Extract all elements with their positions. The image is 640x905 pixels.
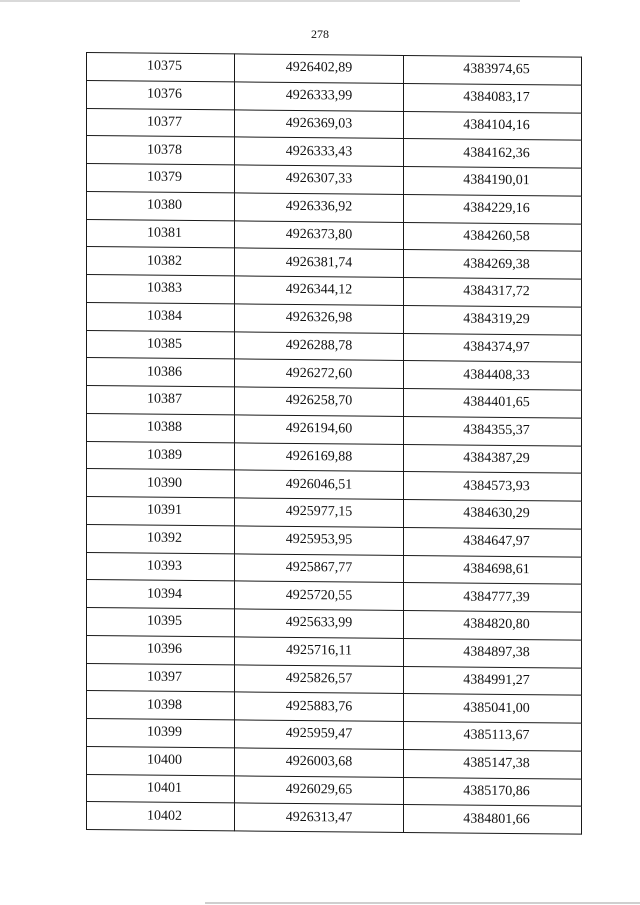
y-coordinate-cell bbox=[404, 444, 582, 473]
point-number-value: 10393 bbox=[147, 558, 182, 574]
point-number-value: 10390 bbox=[147, 475, 182, 491]
point-number-cell bbox=[87, 497, 235, 526]
point-number-cell bbox=[87, 552, 235, 581]
point-number-cell bbox=[87, 774, 235, 803]
y-coordinate-value: 4384229,16 bbox=[463, 200, 530, 217]
point-number-value: 10396 bbox=[147, 641, 182, 658]
x-coordinate-cell bbox=[235, 470, 404, 499]
point-number-value: 10388 bbox=[147, 419, 182, 436]
y-coordinate-value: 4384698,61 bbox=[463, 561, 530, 578]
y-coordinate-value: 4384801,66 bbox=[463, 811, 530, 827]
x-coordinate-value: 4926307,33 bbox=[285, 171, 353, 187]
y-coordinate-cell bbox=[404, 416, 582, 445]
x-coordinate-value: 4926003,68 bbox=[285, 754, 353, 770]
y-coordinate-value: 4384260,58 bbox=[463, 228, 530, 245]
y-coordinate-value: 4384104,16 bbox=[463, 117, 530, 134]
x-coordinate-cell bbox=[235, 775, 404, 804]
x-coordinate-value: 4926194,60 bbox=[285, 421, 353, 437]
y-coordinate-cell bbox=[404, 305, 582, 334]
point-number-cell bbox=[87, 524, 235, 553]
point-number-value: 10376 bbox=[147, 86, 182, 103]
x-coordinate-value: 4926381,74 bbox=[285, 254, 353, 271]
x-coordinate-value: 4926336,92 bbox=[285, 199, 353, 215]
x-coordinate-cell bbox=[235, 304, 404, 333]
x-coordinate-value: 4925953,95 bbox=[285, 532, 353, 548]
point-number-value: 10382 bbox=[147, 253, 182, 269]
point-number-value: 10400 bbox=[147, 752, 182, 769]
point-number-cell bbox=[87, 247, 235, 276]
x-coordinate-value: 4926046,51 bbox=[285, 476, 353, 493]
y-coordinate-cell bbox=[404, 194, 582, 223]
y-coordinate-value: 4383974,65 bbox=[463, 61, 530, 78]
point-number-value: 10380 bbox=[147, 197, 182, 214]
point-number-cell bbox=[87, 330, 235, 359]
point-number-cell bbox=[87, 108, 235, 137]
point-number-cell bbox=[87, 746, 235, 775]
y-coordinate-value: 4384820,80 bbox=[463, 616, 530, 633]
x-coordinate-value: 4926169,88 bbox=[285, 448, 353, 465]
x-coordinate-cell bbox=[235, 137, 404, 166]
point-number-cell bbox=[87, 191, 235, 220]
x-coordinate-cell bbox=[235, 331, 404, 360]
point-number-cell bbox=[87, 386, 235, 415]
x-coordinate-cell bbox=[235, 637, 404, 666]
x-coordinate-cell bbox=[235, 82, 404, 111]
x-coordinate-value: 4925867,77 bbox=[285, 559, 353, 576]
y-coordinate-cell bbox=[404, 361, 582, 390]
y-coordinate-cell bbox=[404, 721, 582, 750]
y-coordinate-value: 4384374,97 bbox=[463, 339, 530, 356]
x-coordinate-value: 4926402,89 bbox=[285, 60, 353, 76]
x-coordinate-value: 4926288,78 bbox=[285, 337, 353, 354]
y-coordinate-value: 4385170,86 bbox=[463, 783, 530, 800]
point-number-value: 10387 bbox=[147, 391, 182, 408]
point-number-cell bbox=[87, 80, 235, 109]
x-coordinate-cell bbox=[235, 387, 404, 416]
y-coordinate-value: 4384317,72 bbox=[463, 283, 530, 300]
point-number-value: 10379 bbox=[147, 169, 182, 186]
point-number-cell bbox=[87, 136, 235, 165]
point-number-value: 10395 bbox=[147, 613, 182, 630]
y-coordinate-cell bbox=[404, 749, 582, 778]
point-number-cell bbox=[87, 441, 235, 470]
point-number-value: 10397 bbox=[147, 669, 182, 685]
point-number-cell bbox=[87, 802, 235, 831]
point-number-value: 10386 bbox=[147, 364, 182, 380]
y-coordinate-value: 4384269,38 bbox=[463, 256, 530, 272]
x-coordinate-value: 4926373,80 bbox=[285, 226, 353, 243]
x-coordinate-value: 4925826,57 bbox=[285, 670, 353, 687]
point-number-value: 10383 bbox=[147, 280, 182, 297]
point-number-cell bbox=[87, 164, 235, 193]
y-coordinate-cell bbox=[404, 277, 582, 306]
point-number-cell bbox=[87, 608, 235, 637]
point-number-value: 10394 bbox=[147, 586, 182, 602]
y-coordinate-cell bbox=[404, 83, 582, 112]
x-coordinate-value: 4925716,11 bbox=[286, 643, 352, 659]
scan-edge-top bbox=[0, 0, 520, 2]
point-number-value: 10401 bbox=[147, 780, 182, 796]
x-coordinate-cell bbox=[235, 748, 404, 777]
y-coordinate-cell bbox=[404, 555, 582, 584]
x-coordinate-cell bbox=[235, 692, 404, 721]
x-coordinate-value: 4925720,55 bbox=[285, 587, 353, 604]
x-coordinate-cell bbox=[235, 276, 404, 305]
x-coordinate-cell bbox=[235, 526, 404, 555]
point-number-value: 10402 bbox=[147, 808, 182, 824]
x-coordinate-cell bbox=[235, 359, 404, 388]
point-number-cell bbox=[87, 469, 235, 498]
y-coordinate-cell bbox=[404, 777, 582, 806]
x-coordinate-cell bbox=[235, 442, 404, 471]
point-number-cell bbox=[87, 691, 235, 720]
coordinates-table-body bbox=[87, 53, 582, 835]
point-number-cell bbox=[87, 635, 235, 664]
y-coordinate-value: 4385147,38 bbox=[463, 755, 530, 772]
point-number-value: 10389 bbox=[147, 447, 182, 463]
table-row bbox=[87, 802, 582, 834]
y-coordinate-cell bbox=[404, 250, 582, 279]
x-coordinate-value: 4925959,47 bbox=[285, 726, 353, 742]
x-coordinate-value: 4925977,15 bbox=[285, 504, 353, 520]
y-coordinate-cell bbox=[404, 388, 582, 417]
point-number-cell bbox=[87, 580, 235, 609]
x-coordinate-cell bbox=[235, 803, 404, 832]
y-coordinate-value: 4384630,29 bbox=[463, 505, 530, 522]
y-coordinate-value: 4384647,97 bbox=[463, 533, 530, 550]
x-coordinate-cell bbox=[235, 664, 404, 693]
x-coordinate-value: 4925883,76 bbox=[285, 698, 353, 715]
x-coordinate-value: 4926029,65 bbox=[285, 781, 353, 798]
y-coordinate-value: 4384355,37 bbox=[463, 422, 530, 439]
x-coordinate-value: 4926369,03 bbox=[285, 115, 353, 132]
x-coordinate-value: 4926326,98 bbox=[285, 310, 353, 326]
x-coordinate-cell bbox=[235, 498, 404, 527]
y-coordinate-cell bbox=[404, 472, 582, 501]
point-number-value: 10398 bbox=[147, 697, 182, 713]
x-coordinate-cell bbox=[235, 165, 404, 194]
point-number-cell bbox=[87, 719, 235, 748]
y-coordinate-value: 4385113,67 bbox=[463, 727, 530, 744]
y-coordinate-value: 4385041,00 bbox=[463, 700, 530, 716]
x-coordinate-value: 4926333,99 bbox=[285, 88, 353, 104]
y-coordinate-value: 4384319,29 bbox=[463, 311, 530, 328]
y-coordinate-cell bbox=[404, 527, 582, 556]
y-coordinate-cell bbox=[404, 111, 582, 140]
coordinates-table bbox=[86, 52, 582, 835]
x-coordinate-cell bbox=[235, 109, 404, 138]
point-number-value: 10385 bbox=[147, 336, 182, 352]
y-coordinate-cell bbox=[404, 610, 582, 639]
y-coordinate-value: 4384162,36 bbox=[463, 145, 530, 161]
point-number-cell bbox=[87, 358, 235, 387]
x-coordinate-cell bbox=[235, 415, 404, 444]
point-number-cell bbox=[87, 219, 235, 248]
scan-edge-bottom bbox=[205, 902, 640, 904]
x-coordinate-cell bbox=[235, 248, 404, 277]
point-number-value: 10378 bbox=[147, 142, 182, 158]
y-coordinate-value: 4384897,38 bbox=[463, 644, 530, 661]
x-coordinate-cell bbox=[235, 220, 404, 249]
y-coordinate-cell bbox=[404, 666, 582, 695]
x-coordinate-value: 4926272,60 bbox=[285, 365, 353, 382]
x-coordinate-value: 4926313,47 bbox=[285, 809, 353, 826]
y-coordinate-value: 4384408,33 bbox=[463, 367, 530, 383]
x-coordinate-value: 4926258,70 bbox=[285, 393, 353, 409]
point-number-value: 10377 bbox=[147, 114, 182, 130]
page-number: 278 bbox=[311, 27, 329, 41]
point-number-value: 10392 bbox=[147, 530, 182, 547]
x-coordinate-value: 4926344,12 bbox=[285, 282, 353, 298]
y-coordinate-cell bbox=[404, 805, 582, 834]
y-coordinate-value: 4384777,39 bbox=[463, 589, 530, 605]
y-coordinate-value: 4384401,65 bbox=[463, 394, 530, 411]
point-number-value: 10384 bbox=[147, 308, 182, 325]
point-number-value: 10375 bbox=[147, 58, 182, 75]
x-coordinate-value: 4926333,43 bbox=[285, 143, 353, 160]
point-number-cell bbox=[87, 53, 235, 82]
y-coordinate-cell bbox=[404, 333, 582, 362]
y-coordinate-cell bbox=[404, 139, 582, 168]
point-number-cell bbox=[87, 275, 235, 304]
x-coordinate-cell bbox=[235, 581, 404, 610]
x-coordinate-cell bbox=[235, 553, 404, 582]
y-coordinate-value: 4384190,01 bbox=[463, 172, 530, 189]
y-coordinate-cell bbox=[404, 166, 582, 195]
y-coordinate-value: 4384991,27 bbox=[463, 672, 530, 689]
point-number-cell bbox=[87, 302, 235, 331]
y-coordinate-value: 4384083,17 bbox=[463, 89, 530, 106]
x-coordinate-cell bbox=[235, 54, 404, 83]
y-coordinate-value: 4384387,29 bbox=[463, 450, 530, 467]
y-coordinate-cell bbox=[404, 583, 582, 612]
x-coordinate-cell bbox=[235, 193, 404, 222]
point-number-value: 10391 bbox=[147, 502, 182, 519]
point-number-cell bbox=[87, 413, 235, 442]
point-number-cell bbox=[87, 663, 235, 692]
y-coordinate-cell bbox=[404, 638, 582, 667]
y-coordinate-cell bbox=[404, 222, 582, 251]
point-number-value: 10399 bbox=[147, 724, 182, 741]
y-coordinate-cell bbox=[404, 499, 582, 528]
x-coordinate-cell bbox=[235, 720, 404, 749]
point-number-value: 10381 bbox=[147, 225, 182, 241]
x-coordinate-value: 4925633,99 bbox=[285, 615, 353, 631]
y-coordinate-value: 4384573,93 bbox=[463, 478, 530, 494]
y-coordinate-cell bbox=[404, 694, 582, 723]
x-coordinate-cell bbox=[235, 609, 404, 638]
y-coordinate-cell bbox=[404, 55, 582, 84]
